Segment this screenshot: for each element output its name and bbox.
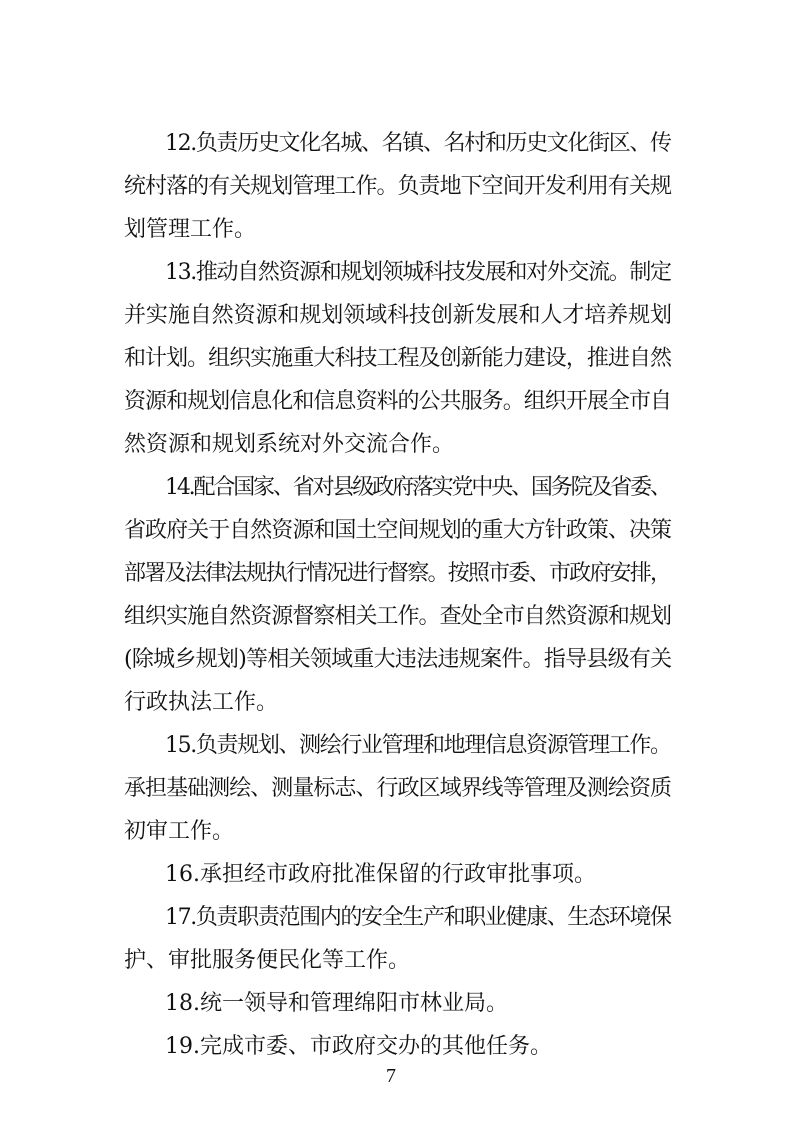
item-12-line-1: 12.负责历史文化名城、名镇、名村和历史文化街区、传: [165, 131, 671, 156]
item-18-line-1: 18.统一领导和管理绵阳市林业局。: [165, 991, 508, 1016]
item-15-line-3: 初审工作。: [124, 819, 235, 844]
item-13-line-1: 13.推动自然资源和规划领城科技发展和对外交流。制定: [165, 260, 671, 285]
item-17-line-1: 17.负责职责范围内的安全生产和职业健康、生态环境保: [165, 905, 671, 930]
item-16-line-1: 16.承担经市政府批准保留的行政审批事项。: [165, 862, 596, 887]
item-14-line-4: 组织实施自然资源督察相关工作。查处全市自然资源和规划: [124, 604, 672, 629]
item-15-line-2: 承担基础测绘、测量标志、行政区域界线等管理及测绘资质: [124, 776, 672, 801]
item-13-line-2: 并实施自然资源和规划领域科技创新发展和人才培养规划: [124, 303, 672, 328]
item-13-line-3: 和计划。组织实施重大科技工程及创新能力建设，推进自然: [124, 346, 672, 371]
item-14-line-1: 14.配合国家、省对县级政府落实党中央、国务院及省委、: [165, 475, 670, 500]
item-12-line-3: 划管理工作。: [124, 217, 257, 242]
item-15-line-1: 15.负责规划、测绘行业管理和地理信息资源管理工作。: [165, 733, 671, 758]
item-17-line-2: 护、审批服务便民化等工作。: [124, 948, 411, 973]
item-12-line-2: 统村落的有关规划管理工作。负责地下空间开发利用有关规: [124, 174, 672, 199]
item-19-line-1: 19.完成市委、市政府交办的其他任务。: [165, 1034, 552, 1059]
item-14-line-6: 行政执法工作。: [124, 690, 279, 715]
item-14-line-3: 部署及法律法规执行情况进行督察。按照市委、市政府安排，: [124, 561, 671, 586]
item-13-line-5: 然资源和规划系统对外交流合作。: [124, 432, 455, 457]
page-number: 7: [386, 1065, 396, 1087]
item-13-line-4: 资源和规划信息化和信息资料的公共服务。组织开展全市自: [124, 389, 672, 414]
item-14-line-2: 省政府关于自然资源和国土空间规划的重大方针政策、决策: [124, 518, 672, 543]
item-14-line-5: (除城乡规划)等相关领域重大违法违规案件。指导县级有关: [124, 647, 672, 672]
